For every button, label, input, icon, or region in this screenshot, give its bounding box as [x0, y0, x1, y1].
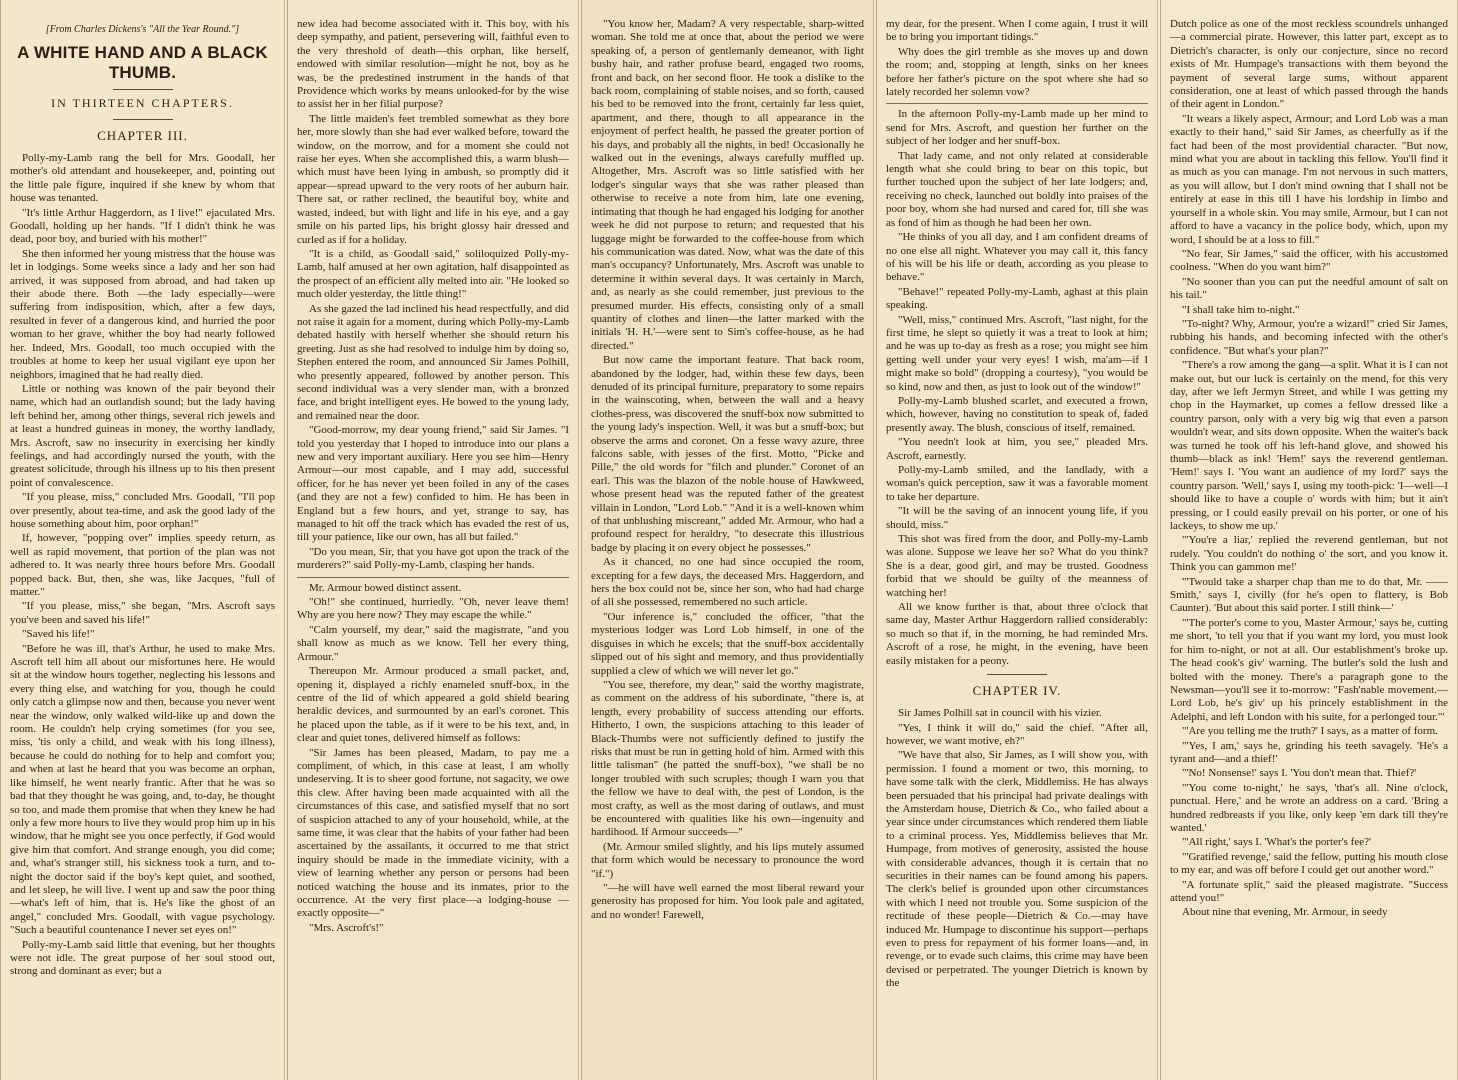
paragraph: "Behave!" repeated Polly-my-Lamb, aghast at this plain speaking. [886, 285, 1148, 312]
paragraph: "Sir James has been pleased, Madam, to pay me a compliment, of which, in this case at least, I am wholly undeserving. It is to sheer good fortune, not sagacity, we owe this clew. After having been made acquainted with all the circumstances of this case, and satisfied myself that no sort of suspicion attached to any of your household, while, at the same time, it was clear that the habits of your father had been ascertained by the assailants, it occurred to me that strict inquiry should be made in the immediate vicinity, with a view of learning whether any person or persons had been noticed watching the house and its inmates, prior to the occurrence. At the very first place—a lodging-house —exactly opposite—" [297, 746, 569, 920]
paragraph: "You know her, Madam? A very respectable, sharp-witted woman. She told me at once that, about the period we were speaking of, a person of gentlemanly demeanor, with light bushy hair, and rather profuse beard, engaged two rooms, front and back, on her second floor. He took a dislike to the back room, complaining of stable noises, and so forth, caused his bed to be removed into the front, certainly far less quiet, apartment, and there, though to all appearance in the enjoyment of perfect health, he passed the greater portion of his days, and probably all the nights, in bed! Occasionally he walked out in the evenings, always carefully muffled up. Altogether, Mrs. Ascroft was so little satisfied with her lodger's singular ways that she was rather pleased than otherwise to receive a note from him, late one evening, intimating that though he had engaged his lodging for another week he did not purpose to return; and requested that his luggage might be forwarded to the coffee-house from which his communication was dated. Now, what was the date of this man's occupancy? Unfortunately, Mrs. Ascroft was unable to determine it within several days. It was certainly in March, and, as nearly as she could remember, just previous to the presumed murder. His effects, consisting only of a small quantity of clothes and linen—the latter marked with the initials 'H. H.'—were sent to Sim's coffee-house, as he had directed." [591, 18, 864, 352]
paragraph: "It will be the saving of an innocent young life, if you should, miss." [886, 505, 1148, 531]
paragraph: "Mrs. Ascroft's!" [309, 921, 384, 934]
paragraph: Polly-my-Lamb blushed scarlet, and executed a frown, which, however, having no constitution to speak of, faded presently away. The blush, conscious of itself, remained. [886, 394, 1148, 434]
paragraph: Why does the girl tremble as she moves up and down the room; and, stopping at length, sinks on her knees before her father's picture on the spot where she had so lately recorded her solemn vow? [886, 45, 1148, 99]
chapter-rule [987, 674, 1047, 675]
clipping-seam [297, 577, 569, 578]
paragraph: "You needn't look at him, you see," pleaded Mrs. Ascroft, earnestly. [886, 436, 1148, 462]
paragraph: "'You come to-night,' he says, 'that's all. Nine o'clock, punctual. Here,' and he wrote an address on a card. 'Bring a hundred redbreasts if you like, only keep 'em dark till they're wanted.' [1170, 781, 1448, 834]
paragraph: "No fear, Sir James," said the officer, with his accustomed coolness. "When do you want him?" [1170, 247, 1448, 274]
paragraph: But now came the important feature. That back room, abandoned by the lodger, had, within these few days, been denuded of its principal furniture, preparatory to some repairs in the wainscoting, when, between the wall and a heavy clothes-press, was discovered the snuff-box now submitted to the young lady's inspection. Well, it was but a snuff-box; but observe the arms and coronet. On a fesse wavy azure, three falcons sable, with jesses of the first. Motto, "Picke and Pille," the old words for "filch and plunder." Coronet of an earl. This was the blazon of the noble house of Hawkweed, whose present head was the reputed father of the greatest villain in London, "Lord Lob." "And it is a well-known whim of that unblushing miscreant," added Mr. Armour, who had a profound respect for heraldry, "to desecrate this illustrious badge by placing it on every object he possesses." [591, 354, 864, 554]
paragraph: Polly-my-Lamb said little that evening, but her thoughts were not idle. The great purpose of her soul stood out, strong and dominant as ever; but a [10, 938, 275, 978]
column-2 [287, 0, 579, 1080]
paragraph: Sir James Polhill sat in council with his vizier. [898, 707, 1102, 720]
paragraph: "A fortunate split," said the pleased magistrate. "Success attend you!" [1170, 878, 1448, 904]
paragraph: That lady came, and not only related at considerable length what she could bring to bear on this topic, but further touched upon the subject of her late lodgers; and, receiving no check, launched out boldly into praises of the poor boy, whom she had nursed and cared for, till she was as fond of him as though he had been her own. [886, 149, 1148, 229]
paragraph: About nine that evening, Mr. Armour, in seedy [1182, 906, 1388, 919]
paragraph: "'No! Nonsense!' says I. 'You don't mean that. Thief?' [1182, 767, 1417, 780]
column-3 [581, 0, 874, 1080]
paragraph: "To-night? Why, Armour, you're a wizard!" cried Sir James, rubbing his hands, and becoming infected with the other's confidence. "But what's your plan?" [1170, 317, 1448, 357]
story-title: A WHITE HAND AND A BLACK THUMB. [17, 43, 268, 82]
paragraph: "Yes, I think it will do," said the chief. "After all, however, we want motive, eh?" [886, 721, 1148, 747]
paragraph: "Oh!" she continued, hurriedly. "Oh, never leave them! Why are you here now? They may escape the while." [297, 596, 569, 622]
paragraph: As it chanced, no one had since occupied the room, excepting for a few days, the deceased Mrs. Haggerdorn, and hers the box could not be, since her son, who had had charge of all she possessed, remembered no such article. [591, 556, 864, 609]
paragraph: Little or nothing was known of the pair beyond their name, which had an outlandish sound; but the lady having left behind her, among other things, several rich jewels and at least a hundred guineas in money, the worthy landlady, Mrs. Ascroft, saw no insecurity in exercising her kindly feelings, and had accordingly nursed the youth, with the greatest solicitude, through his illness up to his then present point of convalescence. [10, 382, 275, 489]
paragraph: Dutch police as one of the most reckless scoundrels unhanged—a commercial pirate. However, this latter part, except as to Dietrich's character, is only our conjecture, since no record exists of Mr. Humpage's transactions with them beyond the payment of several large sums, without apparent consideration, one at least of which passed through the hands of their agent in London." [1170, 18, 1448, 111]
paragraph: Polly-my-Lamb smiled, and the landlady, with a woman's quick perception, saw it was a favorable moment to take her departure. [886, 464, 1148, 503]
paragraph: "Before he was ill, that's Arthur, he used to make Mrs. Ascroft tell him all about our misfortunes here. He would sit at the window hours together, neglecting his lessons and every thing else, and watching for you, though he could only catch a glimpse now and then, because you never went near the window, only walked wild-like up and down the room. He couldn't help crying sometimes (for you see, miss, 'tis only a child, and weak with his long illness), because he could do nothing for to help and comfort you; and when at last he heard that you was become an orphan, like himself, he went nearly frantic. After that he was so bad that they thought he was going, and, to-day, he thought so too, and made them promise that when they knew he had only a few more hours to live they would prop him up in his window, that he might see you once perfectly, if God would give him that comfort. And strange enough, you did come; and, what's stranger still, his sickness took a turn, and to-night the doctor said if the boy's kept quiet, and soothed, and let sleep, he will live. I went up and saw the poor thing—what's left of him, that is. He's like the ghost of an angel," concluded Mrs. Goodall, with vague psychology. "Such a beautiful countenance I never set eyes on!" [10, 642, 275, 937]
paragraph: "You see, therefore, my dear," said the worthy magistrate, as comment on the address of his subordinate, "there is, at length, every probability of success attending our efforts. Hitherto, I own, the suspicions attaching to this leader of Black-Thumbs were not sufficiently defined to justify the risks that must be run in getting hold of him. Armed with this little talisman" (he patted the snuff-box), "we shall be no longer troubled with such scruples; though I warn you that the fellow we have to deal with, the pest of London, is the most crafty, as well as the most daring of outlaws, and must be encountered with qualities like his own—ingenuity and hardihood. If Armour succeeds—" [591, 678, 864, 839]
paragraph: "'Yes, I am,' says he, grinding his teeth savagely. 'He's a tyrant and—and a thief!' [1170, 739, 1448, 765]
paragraph: All we know further is that, about three o'clock that same day, Master Arthur Haggerdorn rallied considerably: so much so that if, in the morning, he had reminded Mrs. Ascroft of a rose, he might, in the evening, have been easily mistaken for a peony. [886, 601, 1148, 667]
paragraph: "'Twould take a sharper chap than me to do that, Mr. —— Smith,' says I, civilly (for he's open to flattery, is Bob Caunter). 'But about this said porter. I still think—' [1170, 575, 1448, 615]
paragraph: In the afternoon Polly-my-Lamb made up her mind to send for Mrs. Ascroft, and question her further on the subject of her lodger and her snuff-box. [886, 108, 1148, 148]
column-5 [1160, 0, 1458, 1080]
column-1 [0, 0, 285, 1080]
subtitle-rule [113, 119, 173, 120]
paragraph: She then informed her young mistress that the house was let in lodgings. Some weeks since a lady and her son had arrived, it was supposed from abroad, and had taken up their abode there. Both —the lady especially—were suffering from indisposition, which, after a few days, resulted in fever of a dangerous kind, and hurried the poor woman to her grave, whither the boy had nearly followed her. Indeed, Mrs. Goodall, too much occupied with the troubles at home to keep her usual vigilant eye upon her neighbors, imagined that he had really died. [10, 247, 275, 381]
paragraph: "I shall take him to-night." [1182, 303, 1300, 316]
paragraph: Mr. Armour bowed distinct assent. [309, 581, 462, 594]
paragraph: "If you please, miss," concluded Mrs. Goodall, "I'll pop over presently, about tea-time, and ask the good lady of the house something about him, poor orphan!" [10, 491, 275, 530]
paragraph: "Saved his life!" [22, 628, 95, 641]
paragraph: "Do you mean, Sir, that you have got upon the track of the murderers?" said Polly-my-Lamb, clasping her hands. [297, 545, 569, 572]
paragraph: As she gazed the lad inclined his head respectfully, and did not raise it again for a moment, during which Polly-my-Lamb debated hastily with herself whether she should return his greeting. Just as she had resolved to indulge him by doing so, Stephen entered the room, and announced Sir James Polhill, who presently appeared, followed by another person. This second individual was a very slender man, with a bronzed face, and bright intelligent eyes. He bowed to the young lady, and remained near the door. [297, 302, 569, 422]
paragraph: "Calm yourself, my dear," said the magistrate, "and you shall know as much as we know. Tell her every thing, Armour." [297, 623, 569, 663]
paragraph: "It is a child, as Goodall said," soliloquized Polly-my-Lamb, half amused at her own agitation, half disappointed as the prospect of an efficient ally melted into air. "He looked so much older yesterday, the little thing!" [297, 247, 569, 301]
clipping-seam [886, 103, 1148, 104]
paragraph: "We have that also, Sir James, as I will show you, with permission. I found a moment or two, this morning, to have some talk with the clerk, Middlemiss. He has always been persuaded that his principal had private dealings with the Amsterdam house, Dietrich & Co., who failed about a year since under circumstances which rendered them liable to a criminal process. Yes, Middlemiss believes that Mr. Humpage, from motives of generosity, assisted the house with considerable advances, though it is certain that no securities in their names can be found among his papers. The clerk's belief is grounded upon other circumstances with which I need not trouble you. Some suspicion of the rectitude of these people—Dietrich & Co.—may have induced Mr. Humpage to discontinue his support—perhaps even to press for repayment of his former loans—and, in revenge, or to evade such claims, this crime may have been devised or perpetrated. The younger Dietrich is known by the [886, 749, 1148, 990]
paragraph: my dear, for the present. When I come again, I trust it will be to bring you important tidings." [886, 18, 1148, 44]
paragraph: (Mr. Armour smiled slightly, and his lips mutely assumed that form which would be necessary to pronounce the word "if.") [591, 840, 864, 880]
paragraph: If, however, "popping over" implies speedy return, as well as rapid movement, that portion of the plan was not adhered to. It was nearly three hours before Mrs. Goodall popped back. But, then, she was, like Jacques, "full of matter." [10, 532, 275, 598]
paragraph: "Well, miss," continued Mrs. Ascroft, "last night, for the first time, he slept so quietly it was a treat to look at him; and he was up to-day as fresh as a rose; you might see him getting well under your very eyes! I wish, ma'am—if I might make so bold" (dropping a courtesy), "you would be so kind, now and then, as just to look out of the window!" [886, 313, 1148, 393]
source-line: [From Charles Dickens's "All the Year Round."] [45, 24, 240, 35]
paragraph: new idea had become associated with it. This boy, with his deep sympathy, and patient, persevering will, faithful even to the very threshold of death—this orphan, like herself, endowed with similar resolution—might he not, boy as he was, be the predestined instrument in the hands of that Providence which works by means unlooked-for by the wise to assist her in her filial purpose? [297, 18, 569, 111]
chapter-heading: CHAPTER III. [97, 128, 188, 143]
chapter-heading: CHAPTER IV. [972, 683, 1062, 699]
paragraph: "—he will have well earned the most liberal reward your generosity has proposed for him. You look pale and agitated, and no wonder! Farewell, [591, 882, 864, 921]
paragraph: "Good-morrow, my dear young friend," said Sir James. "I told you yesterday that I hoped to introduce into our plans a new and very important auxiliary. Here you see him—Henry Armour—our most capable, and I may add, successful officer, for he has never yet been foiled in any of the cases (and they are not a few) confided to him. He has been in England but a few hours, and yet, strange to say, has managed to hit off the track which has evaded the rest of us, till your patience, like our own, has all but failed." [297, 424, 569, 544]
paragraph: The little maiden's feet trembled somewhat as they bore her, more slowly than she had ever walked before, toward the window, on the morrow, and for a moment she could not raise her eyes. When she accomplished this, a warm blush—which must have been lying in ambush, so promptly did it appear—spread upward to the very roots of her auburn hair. There sat, or rather reclined, the beautiful boy, white and wasted, indeed, but with light and life in his eye, and a gay smile on his parted lips, his bright glossy hair dressed and curled as if for a holiday. [297, 112, 569, 246]
paragraph: "'Gratified revenge,' said the fellow, putting his mouth close to my ear, and was off before I could get out another word." [1170, 850, 1448, 877]
paragraph: "It wears a likely aspect, Armour; and Lord Lob was a man exactly to their hand," said Sir James, as cheerfully as if the fact had been of the most providential character. "But now, mind what you are about in tackling this fellow. You'll find it as much as you can manage. I'm not nervous in such matters, as you will allow, but I don't mind owning that I shall not be entirely at ease in this till I have his lordship in limbo and yourself in a whole skin. You may smile, Armour, but I can not afford to have a vacancy in the police body, which, upon my word, I should be at a loss to fill." [1170, 112, 1448, 246]
paragraph: "No sooner than you can put the needful amount of salt on his tail." [1170, 275, 1448, 302]
paragraph: Thereupon Mr. Armour produced a small packet, and, opening it, displayed a richly enameled snuff-box, in the centre of the lid of which appeared a gold shield bearing heraldic devices, and surmounted by an earl's coronet. This he placed upon the table, as if it were to be his text, and, in clear and quiet tones, delivered himself as follows: [297, 665, 569, 745]
title-rule [113, 89, 173, 90]
paragraph: "Our inference is," concluded the officer, "that the mysterious lodger was Lord Lob himself, in one of the disguises in which he excels; that the snuff-box accidentally slipped out of his sight and memory, and thus providentially supplied a clew of which we will never let go." [591, 610, 864, 677]
paragraph: "If you please, miss," she began, "Mrs. Ascroft says you've been and saved his life!" [10, 600, 275, 626]
paragraph: This shot was fired from the door, and Polly-my-Lamb was alone. Suppose we leave her so? What do you think? She is a dear, good girl, and may be trusted. Goodness forbid that we should be guilty of the meanness of watching her! [886, 533, 1148, 599]
story-subtitle: IN THIRTEEN CHAPTERS. [51, 96, 234, 110]
paragraph: Polly-my-Lamb rang the bell for Mrs. Goodall, her mother's old attendant and housekeeper, and, pointing out the little pale figure, inquired if she knew by whom that house was tenanted. [10, 152, 275, 205]
paragraph: "'Are you telling me the truth?' I says, as a matter of form. [1182, 725, 1438, 738]
paragraph: "He thinks of you all day, and I am confident dreams of no one else all night. Whatever you may call it, this fancy of his will be his life or death, according as you please to behave." [886, 231, 1148, 284]
paragraph: "There's a row among the gang—a split. What it is I can not make out, but our luck is certainly on the mend, for this very day, after we left Jermyn Street, and while I was getting my chop in the Haymarket, up comes a fellow dressed like a country parson, only with a very big wig that even a parson wouldn't wear, and sits down opposite. When the waiter's back was turned he took off his left-hand glove, and showed his thumb—black as ink! 'Hem!' says the reverend gentleman. 'Hem!' says I. 'You want an audience of my lord?' says the country parson. 'Well,' says I, using my tooth-pick: 'I—well—I should like to have a couple o' words with him; but it ain't pressing, or I could easily prevail on his porter, or one of his lackeys, to show me up.' [1170, 359, 1448, 533]
paragraph: "'All right,' says I. 'What's the porter's fee?' [1182, 836, 1371, 849]
paragraph: "'The porter's come to you, Master Armour,' says he, cutting me short, 'to tell you that if you want my lord, you must look for him to-night, or not at all. Our establishment's broke up. The head cook's giv' warning. The butler's sold the lush and bolted with the money. There's a paragraph gone to the Newsman—you'll see it to-morrow: "Fash'nable movement.—Lord Lob, he's giv' up his princely establishment in the Adelphi, and left London with his suite, for a perlonged tour."' [1170, 616, 1448, 723]
column-4 [876, 0, 1158, 1080]
paragraph: "It's little Arthur Haggerdorn, as I live!" ejaculated Mrs. Goodall, holding up her hands. "If I didn't think he was dead, poor boy, and buried with his mother!" [10, 206, 275, 246]
paragraph: "'You're a liar,' replied the reverend gentleman, but not rudely. 'You couldn't do nothing o' the sort, and you know it. Think you can gammon me!' [1170, 534, 1448, 574]
